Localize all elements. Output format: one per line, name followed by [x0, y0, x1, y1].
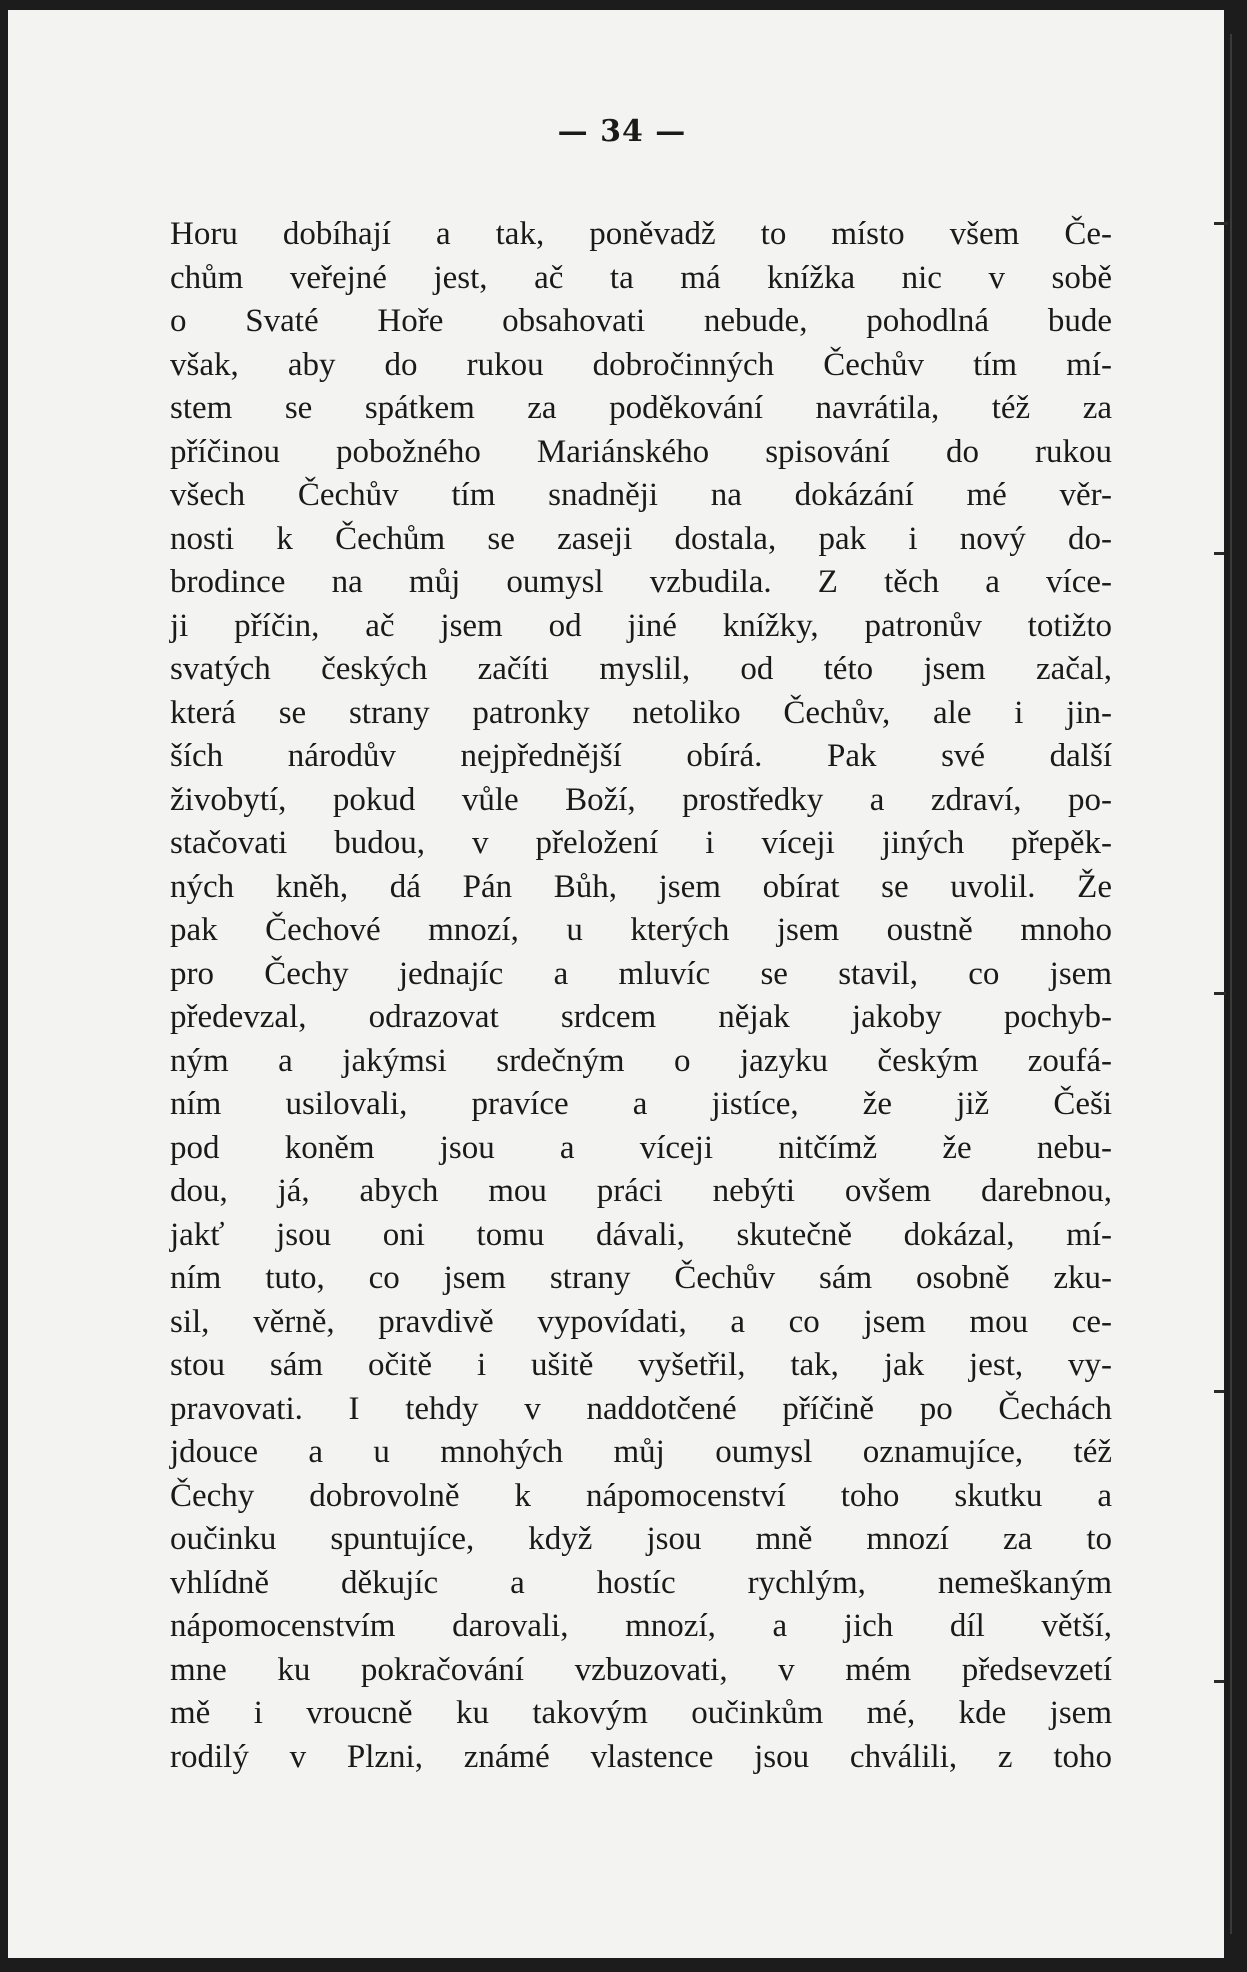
page-edge-line [1230, 34, 1232, 1934]
text-line: která se strany patronky netoliko Čechův, ale i jin- [170, 694, 1112, 731]
text-line: předevzal, odrazovat srdcem nějak jakoby pochyb- [170, 999, 1112, 1035]
text-line: mne ku pokračování vzbuzovati, v mém předsevzetí [170, 1651, 1112, 1688]
text-line: dou, já, abych mou práci nebýti ovšem darebnou, [170, 1173, 1112, 1209]
text-line: všech Čechův tím snadněji na dokázání mé věr- [170, 477, 1112, 513]
text-line: rodilý v Plzni, známé vlastence jsou chválili, z toho [170, 1738, 1112, 1775]
text-line: oučinku spuntujíce, když jsou mně mnozí za to [170, 1521, 1112, 1557]
text-line: jdouce a u mnohých můj oumysl oznamujíce, též [170, 1434, 1112, 1470]
edge-mark [1214, 992, 1226, 995]
text-line: vhlídně děkujíc a hostíc rychlým, nemeškaným [170, 1564, 1112, 1601]
text-line: sil, věrně, pravdivě vypovídati, a co jsem mou ce- [170, 1303, 1112, 1340]
text-line: pod koněm jsou a víceji nitčímž že nebu- [170, 1129, 1112, 1166]
text-line: chům veřejné jest, ač ta má knížka nic v sobě [170, 259, 1112, 296]
edge-mark [1214, 552, 1224, 555]
text-line: ji příčin, ač jsem od jiné knížky, patronův totižto [170, 607, 1112, 644]
text-line: příčinou pobožného Mariánského spisování do rukou [170, 433, 1112, 470]
text-line: pravovati. I tehdy v naddotčené příčině po Čechách [170, 1390, 1112, 1427]
text-line: živobytí, pokud vůle Boží, prostředky a zdraví, po- [170, 781, 1112, 818]
page-number: — 34 — [557, 114, 687, 149]
text-line: svatých českých začíti myslil, od této jsem začal, [170, 651, 1112, 687]
edge-mark [1214, 222, 1228, 225]
text-line: jakť jsou oni tomu dávali, skutečně dokázal, mí- [170, 1216, 1112, 1253]
text-line: nápomocenstvím darovali, mnozí, a jich díl větší, [170, 1608, 1112, 1644]
text-line: ných kněh, dá Pán Bůh, jsem obírat se uvolil. Že [170, 868, 1112, 905]
text-line: ších národův nejpřednější obírá. Pak své další [170, 738, 1112, 774]
text-line: však, aby do rukou dobročinných Čechův tím mí- [170, 346, 1112, 383]
text-line: Horu dobíhají a tak, poněvadž to místo všem Če- [170, 216, 1112, 252]
text-line: pro Čechy jednajíc a mluvíc se stavil, co jsem [170, 955, 1112, 992]
text-line: ním usilovali, pravíce a jistíce, že již Češi [170, 1086, 1112, 1122]
text-line: stou sám očitě i ušitě vyšetřil, tak, jak jest, vy- [170, 1347, 1112, 1383]
text-line: ním tuto, co jsem strany Čechův sám osobně zku- [170, 1260, 1112, 1296]
text-line: o Svaté Hoře obsahovati nebude, pohodlná bude [170, 303, 1112, 339]
edge-mark [1214, 1390, 1224, 1393]
text-line: brodince na můj oumysl vzbudila. Z těch a více- [170, 564, 1112, 600]
text-line: stem se spátkem za poděkování navrátila, též za [170, 390, 1112, 426]
text-line: ným a jakýmsi srdečným o jazyku českým zoufá- [170, 1042, 1112, 1079]
text-line: pak Čechové mnozí, u kterých jsem oustně mnoho [170, 912, 1112, 948]
text-line: nosti k Čechům se zaseji dostala, pak i nový do- [170, 520, 1112, 557]
book-page [8, 10, 1236, 1958]
text-line: stačovati budou, v přeložení i víceji jiných přepěk- [170, 825, 1112, 861]
body-text [170, 213, 1112, 1779]
edge-mark [1214, 1680, 1224, 1683]
text-line: Čechy dobrovolně k nápomocenství toho skutku a [170, 1477, 1112, 1514]
text-line: mě i vroucně ku takovým oučinkům mé, kde jsem [170, 1695, 1112, 1731]
